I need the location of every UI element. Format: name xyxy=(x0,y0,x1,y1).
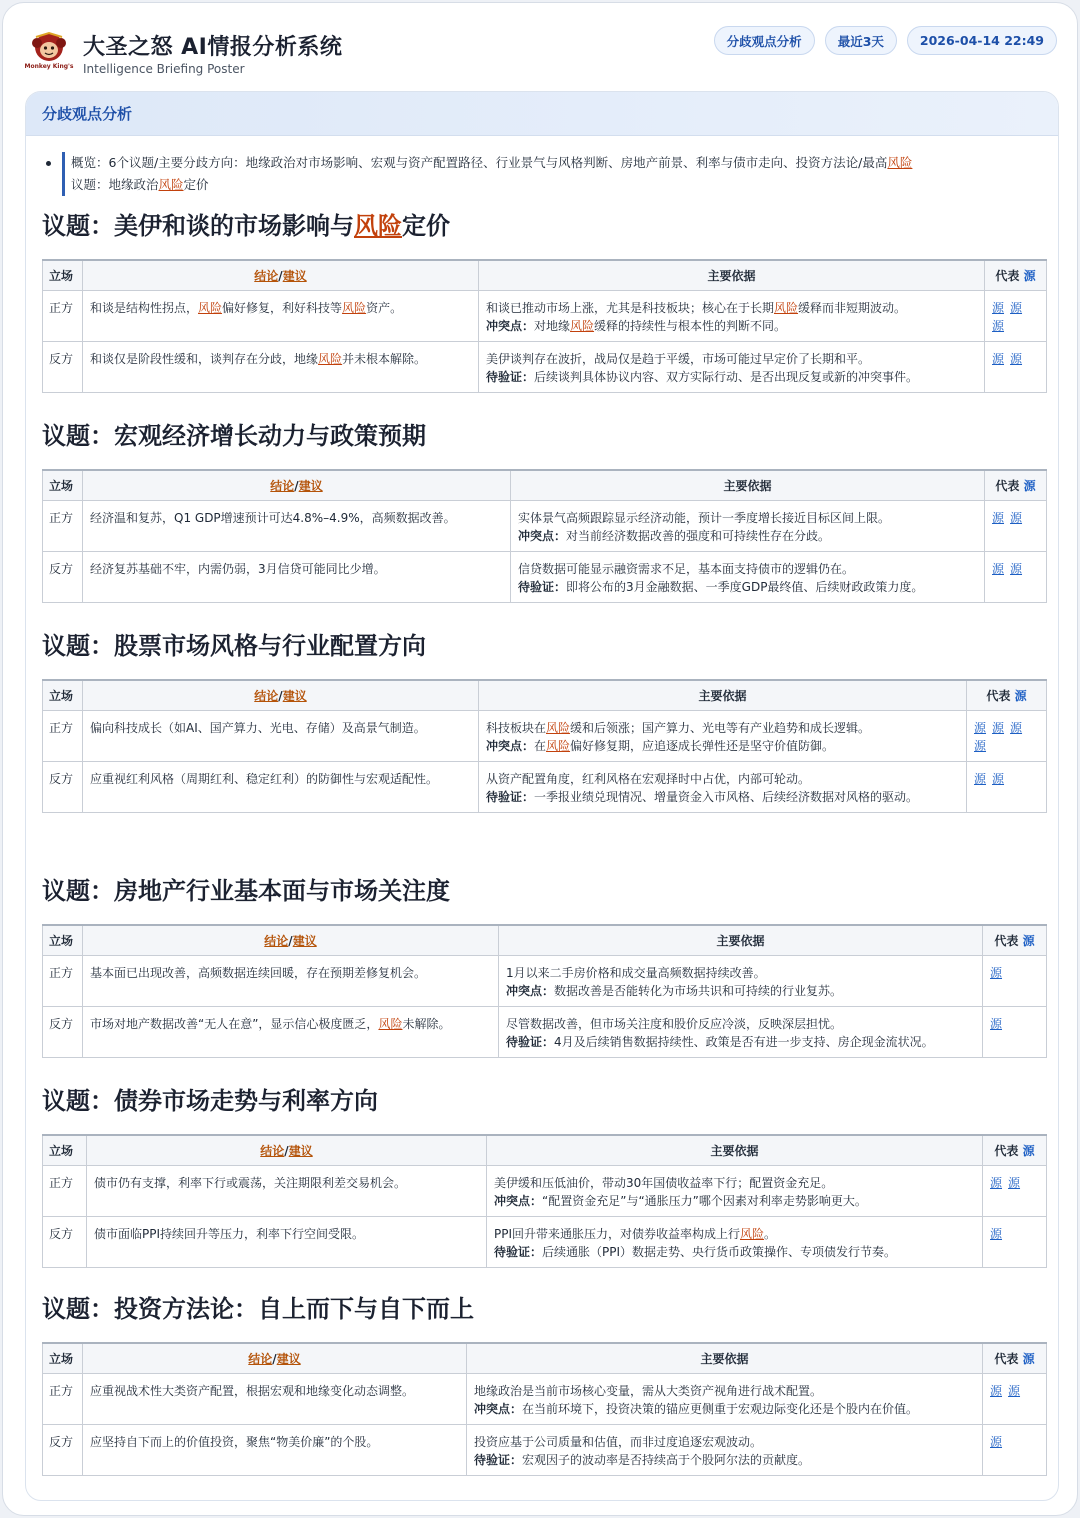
evidence-note xyxy=(486,317,977,335)
source-link[interactable]: 源 xyxy=(990,1016,1003,1031)
topic-title xyxy=(42,629,1046,663)
representative-label: 代表 xyxy=(994,1143,1023,1158)
risk-link[interactable]: 风险 xyxy=(774,300,799,315)
evidence-cell xyxy=(511,500,985,551)
table-row xyxy=(43,1165,1047,1216)
header-separator: / xyxy=(278,688,283,703)
evidence-cell xyxy=(479,710,967,761)
topic-title xyxy=(42,1084,1046,1118)
source-link[interactable]: 源 xyxy=(992,510,1005,525)
source-link[interactable]: 源 xyxy=(1010,720,1023,735)
evidence-note xyxy=(486,368,977,386)
evidence-header: 主要依据 xyxy=(487,1135,983,1165)
evidence-text: 尽管数据改善，但市场关注度和股价反应冷淡，反映深层担忧。 xyxy=(506,1016,843,1031)
header-chips xyxy=(714,26,1057,55)
evidence-note xyxy=(486,737,959,755)
stance-cell: 反方 xyxy=(43,341,83,392)
evidence-text xyxy=(474,1433,975,1451)
sources-cell xyxy=(983,1165,1047,1216)
representative-header xyxy=(985,260,1047,290)
conclusion-cell xyxy=(87,1216,487,1267)
summary-text: 定价 xyxy=(183,177,209,192)
evidence-note-text: 4月及后续销售数据持续性、政策是否有进一步支持、房企现金流状况。 xyxy=(554,1034,934,1049)
app-subtitle: Intelligence Briefing Poster xyxy=(83,62,245,76)
evidence-cell xyxy=(467,1424,983,1475)
sources-cell xyxy=(983,1373,1047,1424)
topic-title-text: 议题：宏观经济增长动力与政策预期 xyxy=(42,422,426,450)
evidence-text xyxy=(518,509,977,527)
evidence-note-text: 后续谈判具体协议内容、双方实际行动、是否出现反复或新的冲突事件。 xyxy=(534,369,919,384)
poster-frame xyxy=(2,2,1078,1516)
evidence-text: 缓释而非短期波动。 xyxy=(798,300,907,315)
table-row xyxy=(43,1373,1047,1424)
conclusion-header xyxy=(87,1135,487,1165)
table-row xyxy=(43,955,1047,1006)
table-header-row xyxy=(43,470,1047,500)
representative-label: 代表 xyxy=(995,478,1024,493)
evidence-cell xyxy=(499,1006,983,1057)
header-separator: / xyxy=(294,478,299,493)
evidence-note-label: 待验证： xyxy=(474,1452,523,1467)
summary-text: 概览：6个议题/主要分歧方向：地缘政治对市场影响、宏观与资产配置路径、行业景气与风格判断、房地产前景、利率与债市走向、投资方法论/最高 xyxy=(71,155,888,170)
table-header-row xyxy=(43,260,1047,290)
risk-link[interactable]: 风险 xyxy=(546,738,571,753)
conclusion-text: 和谈是结构性拐点， xyxy=(90,300,199,315)
conclusion-text: 债市仍有支撑，利率下行或震荡，关注期限利差交易机会。 xyxy=(94,1175,407,1190)
table-row xyxy=(43,551,1047,602)
suggestion-link[interactable]: 建议 xyxy=(282,268,307,283)
source-header-link[interactable]: 源 xyxy=(1022,1143,1035,1158)
source-header-link[interactable]: 源 xyxy=(1022,1351,1035,1366)
stance-cell: 正方 xyxy=(43,1165,87,1216)
evidence-header: 主要依据 xyxy=(511,470,985,500)
suggestion-link[interactable]: 建议 xyxy=(292,933,317,948)
evidence-text xyxy=(494,1174,975,1192)
stance-header: 立场 xyxy=(43,260,83,290)
header-separator: / xyxy=(278,268,283,283)
conclusion-text: 经济温和复苏，Q1 GDP增速预计可达4.8%–4.9%，高频数据改善。 xyxy=(90,510,456,525)
stance-header: 立场 xyxy=(43,925,83,955)
table-header-row xyxy=(43,1135,1047,1165)
analysis-card xyxy=(25,91,1059,1501)
card-title: 分歧观点分析 xyxy=(42,105,133,123)
table-row xyxy=(43,1006,1047,1057)
source-link[interactable]: 源 xyxy=(1010,510,1023,525)
sources-cell xyxy=(985,341,1047,392)
evidence-text: 。 xyxy=(764,1226,777,1241)
stance-header: 立场 xyxy=(43,470,83,500)
header-separator: / xyxy=(284,1143,289,1158)
source-link[interactable]: 源 xyxy=(974,738,987,753)
source-link[interactable]: 源 xyxy=(992,351,1005,366)
topic-title-text: 议题：美伊和谈的市场影响与 xyxy=(42,212,354,240)
header-separator: / xyxy=(272,1351,277,1366)
evidence-text: 从资产配置角度，红利风格在宏观择时中占优，内部可轮动。 xyxy=(486,771,811,786)
source-link[interactable]: 源 xyxy=(990,965,1003,980)
source-link[interactable]: 源 xyxy=(992,300,1005,315)
source-link[interactable]: 源 xyxy=(990,1226,1003,1241)
risk-link[interactable]: 风险 xyxy=(546,720,571,735)
topic-title xyxy=(42,1292,1046,1326)
evidence-note-label: 待验证： xyxy=(486,369,535,384)
conclusion-header xyxy=(83,925,499,955)
stance-cell: 正方 xyxy=(43,955,83,1006)
card-header xyxy=(26,92,1058,136)
source-link[interactable]: 源 xyxy=(1010,300,1023,315)
stance-cell: 反方 xyxy=(43,1006,83,1057)
source-link[interactable]: 源 xyxy=(974,771,987,786)
topic-title-text: 议题：股票市场风格与行业配置方向 xyxy=(42,632,426,660)
debate-table xyxy=(42,924,1047,1058)
evidence-text xyxy=(486,719,959,737)
conclusion-link[interactable]: 结论 xyxy=(270,478,295,493)
source-header-link[interactable]: 源 xyxy=(1014,688,1027,703)
evidence-text xyxy=(486,770,959,788)
representative-label: 代表 xyxy=(994,1351,1023,1366)
stance-cell: 反方 xyxy=(43,761,83,812)
table-header-row xyxy=(43,1343,1047,1373)
conclusion-link[interactable]: 结论 xyxy=(248,1351,273,1366)
risk-link[interactable]: 风险 xyxy=(887,155,913,170)
evidence-text: 实体景气高频跟踪显示经济动能，预计一季度增长接近目标区间上限。 xyxy=(518,510,891,525)
stance-header: 立场 xyxy=(43,1135,87,1165)
evidence-text: 和谈已推动市场上涨，尤其是科技板块；核心在于长期 xyxy=(486,300,775,315)
evidence-cell xyxy=(479,341,985,392)
sources-cell xyxy=(985,551,1047,602)
risk-link[interactable]: 风险 xyxy=(378,1016,403,1031)
evidence-note xyxy=(486,788,959,806)
evidence-text xyxy=(474,1382,975,1400)
evidence-note-text: 后续通胀（PPI）数据走势、央行货币政策操作、专项债发行节奏。 xyxy=(542,1244,897,1259)
topic-title xyxy=(42,419,1046,453)
topic-section xyxy=(42,1084,1046,1268)
table-header-row xyxy=(43,925,1047,955)
representative-label: 代表 xyxy=(995,268,1024,283)
topic-section xyxy=(42,629,1046,813)
evidence-cell xyxy=(487,1165,983,1216)
stance-cell: 反方 xyxy=(43,551,83,602)
risk-link[interactable]: 风险 xyxy=(318,351,343,366)
stance-cell: 正方 xyxy=(43,1373,83,1424)
risk-link[interactable]: 风险 xyxy=(198,300,223,315)
representative-header xyxy=(967,680,1047,710)
sources-cell xyxy=(983,955,1047,1006)
conclusion-cell xyxy=(83,341,479,392)
evidence-note-text: 数据改善是否能转化为市场共识和可持续的行业复苏。 xyxy=(554,983,843,998)
evidence-note-label: 冲突点： xyxy=(486,318,535,333)
evidence-note xyxy=(518,578,977,596)
evidence-note xyxy=(474,1400,975,1418)
representative-label: 代表 xyxy=(994,933,1023,948)
suggestion-link[interactable]: 建议 xyxy=(288,1143,313,1158)
conclusion-header xyxy=(83,1343,467,1373)
chip-analysis-type[interactable]: 分歧观点分析 xyxy=(714,26,815,55)
conclusion-cell xyxy=(83,761,479,812)
source-link[interactable]: 源 xyxy=(990,1434,1003,1449)
evidence-header: 主要依据 xyxy=(479,260,985,290)
stance-header: 立场 xyxy=(43,680,83,710)
stance-cell: 正方 xyxy=(43,500,83,551)
evidence-text: 地缘政治是当前市场核心变量，需从大类资产视角进行战术配置。 xyxy=(474,1383,823,1398)
conclusion-cell xyxy=(83,955,499,1006)
representative-label: 代表 xyxy=(986,688,1015,703)
evidence-note-text: 缓释的持续性与根本性的判断不同。 xyxy=(594,318,787,333)
representative-header xyxy=(985,470,1047,500)
evidence-cell xyxy=(499,955,983,1006)
sources-cell xyxy=(985,290,1047,341)
evidence-header: 主要依据 xyxy=(467,1343,983,1373)
table-row xyxy=(43,500,1047,551)
conclusion-text: 应重视战术性大类资产配置，根据宏观和地缘变化动态调整。 xyxy=(90,1383,415,1398)
evidence-note-text: 对当前经济数据改善的强度和可持续性存在分歧。 xyxy=(566,528,831,543)
evidence-text: 美伊缓和压低油价，带动30年国债收益率下行；配置资金充足。 xyxy=(494,1175,834,1190)
representative-header xyxy=(983,925,1047,955)
evidence-text: PPI回升带来通胀压力，对债券收益率构成上行 xyxy=(494,1226,741,1241)
evidence-note-label: 冲突点： xyxy=(486,738,535,753)
summary-text: 议题：地缘政治 xyxy=(71,177,159,192)
table-row xyxy=(43,1424,1047,1475)
evidence-note-label: 待验证： xyxy=(486,789,535,804)
table-row xyxy=(43,761,1047,812)
source-link[interactable]: 源 xyxy=(1010,561,1023,576)
evidence-note-text: 对地缘 xyxy=(534,318,571,333)
table-row xyxy=(43,290,1047,341)
evidence-text: 投资应基于公司质量和估值，而非过度追逐宏观波动。 xyxy=(474,1434,763,1449)
evidence-header: 主要依据 xyxy=(479,680,967,710)
topic-title xyxy=(42,209,1046,243)
evidence-note xyxy=(494,1243,975,1261)
evidence-cell xyxy=(479,290,985,341)
app-title: 大圣之怒 AI情报分析系统 xyxy=(83,35,343,60)
evidence-text: 科技板块在 xyxy=(486,720,547,735)
conclusion-cell xyxy=(87,1165,487,1216)
conclusion-header xyxy=(83,260,479,290)
chip-timestamp[interactable]: 2026-04-14 22:49 xyxy=(907,26,1057,55)
evidence-note-text: 一季报业绩兑现情况、增量资金入市风格、后续经济数据对风格的驱动。 xyxy=(534,789,919,804)
debate-table xyxy=(42,1134,1047,1268)
chip-time-range[interactable]: 最近3天 xyxy=(825,26,897,55)
evidence-note-label: 冲突点： xyxy=(518,528,567,543)
stance-header: 立场 xyxy=(43,1343,83,1373)
sources-cell xyxy=(983,1424,1047,1475)
conclusion-cell xyxy=(83,710,479,761)
conclusion-text: 应重视红利风格（周期红利、稳定红利）的防御性与宏观适配性。 xyxy=(90,771,439,786)
risk-link[interactable]: 风险 xyxy=(354,212,402,240)
topic-section xyxy=(42,874,1046,1058)
conclusion-text: 未解除。 xyxy=(402,1016,451,1031)
evidence-text xyxy=(494,1225,975,1243)
conclusion-text: 并未根本解除。 xyxy=(342,351,427,366)
source-link[interactable]: 源 xyxy=(992,318,1005,333)
stance-cell: 正方 xyxy=(43,710,83,761)
conclusion-text: 应坚持自下而上的价值投资，聚焦“物美价廉”的个股。 xyxy=(90,1434,379,1449)
representative-header xyxy=(983,1135,1047,1165)
source-link[interactable]: 源 xyxy=(974,720,987,735)
source-link[interactable]: 源 xyxy=(992,771,1005,786)
conclusion-cell xyxy=(83,1424,467,1475)
evidence-text xyxy=(486,299,977,317)
topic-title-text: 议题：投资方法论：自上而下与自下而上 xyxy=(42,1295,474,1323)
evidence-cell xyxy=(511,551,985,602)
conclusion-cell xyxy=(83,290,479,341)
conclusion-text: 偏向科技成长（如AI、国产算力、光电、存储）及高景气制造。 xyxy=(90,720,426,735)
source-link[interactable]: 源 xyxy=(992,561,1005,576)
conclusion-text: 债市面临PPI持续回升等压力，利率下行空间受限。 xyxy=(94,1226,365,1241)
evidence-note-text: 在当前环境下，投资决策的锚应更侧重于宏观边际变化还是个股内在价值。 xyxy=(522,1401,919,1416)
evidence-text xyxy=(486,350,977,368)
conclusion-text: 和谈仅是阶段性缓和，谈判存在分歧，地缘 xyxy=(90,351,319,366)
logo-text: Monkey King's xyxy=(24,63,74,70)
topic-section xyxy=(42,1292,1046,1476)
evidence-text xyxy=(518,560,977,578)
monkey-king-logo xyxy=(24,29,74,75)
risk-link[interactable]: 风险 xyxy=(158,177,184,192)
stance-cell: 正方 xyxy=(43,290,83,341)
topic-title-text: 议题：房地产行业基本面与市场关注度 xyxy=(42,877,450,905)
debate-table xyxy=(42,259,1047,393)
evidence-note xyxy=(506,1033,975,1051)
header xyxy=(3,3,1077,89)
suggestion-link[interactable]: 建议 xyxy=(282,688,307,703)
evidence-note xyxy=(518,527,977,545)
conclusion-cell xyxy=(83,551,511,602)
evidence-note-label: 待验证： xyxy=(494,1244,543,1259)
risk-link[interactable]: 风险 xyxy=(570,318,595,333)
evidence-note-text: 即将公布的3月金融数据、一季度GDP最终值、后续财政政策力度。 xyxy=(566,579,924,594)
conclusion-link[interactable]: 结论 xyxy=(254,688,279,703)
evidence-cell xyxy=(487,1216,983,1267)
evidence-note xyxy=(494,1192,975,1210)
evidence-note-label: 待验证： xyxy=(506,1034,555,1049)
evidence-text: 信贷数据可能显示融资需求不足，基本面支持债市的逻辑仍在。 xyxy=(518,561,855,576)
evidence-note-label: 待验证： xyxy=(518,579,567,594)
debate-table xyxy=(42,469,1047,603)
evidence-note-text: “配置资金充足”与“通胀压力”哪个因素对利率走势影响更大。 xyxy=(542,1193,867,1208)
source-header-link[interactable]: 源 xyxy=(1023,268,1036,283)
conclusion-header xyxy=(83,680,479,710)
evidence-cell xyxy=(467,1373,983,1424)
conclusion-text: 市场对地产数据改善“无人在意”，显示信心极度匮乏， xyxy=(90,1016,379,1031)
evidence-note-label: 冲突点： xyxy=(494,1193,543,1208)
conclusion-cell xyxy=(83,500,511,551)
conclusion-header xyxy=(83,470,511,500)
source-link[interactable]: 源 xyxy=(992,720,1005,735)
overview-summary xyxy=(62,152,1052,196)
evidence-note-text: 在 xyxy=(534,738,547,753)
table-row xyxy=(43,1216,1047,1267)
source-link[interactable]: 源 xyxy=(1010,351,1023,366)
suggestion-link[interactable]: 建议 xyxy=(298,478,323,493)
risk-link[interactable]: 风险 xyxy=(740,1226,765,1241)
topic-title-text: 定价 xyxy=(402,212,450,240)
conclusion-cell xyxy=(83,1006,499,1057)
conclusion-link[interactable]: 结论 xyxy=(254,268,279,283)
source-header-link[interactable]: 源 xyxy=(1023,478,1036,493)
evidence-note-label: 冲突点： xyxy=(506,983,555,998)
source-link[interactable]: 源 xyxy=(1008,1175,1021,1190)
evidence-header: 主要依据 xyxy=(499,925,983,955)
evidence-text: 1月以来二手房价格和成交量高频数据持续改善。 xyxy=(506,965,766,980)
header-separator: / xyxy=(288,933,293,948)
source-header-link[interactable]: 源 xyxy=(1022,933,1035,948)
conclusion-text: 偏好修复，利好科技等 xyxy=(222,300,343,315)
evidence-note-text: 偏好修复期，应追逐成长弹性还是坚守价值防御。 xyxy=(570,738,835,753)
evidence-note-label: 冲突点： xyxy=(474,1401,523,1416)
evidence-note-text: 宏观因子的波动率是否持续高于个股阿尔法的贡献度。 xyxy=(522,1452,811,1467)
conclusion-cell xyxy=(83,1373,467,1424)
conclusion-text: 基本面已出现改善，高频数据连续回暖，存在预期差修复机会。 xyxy=(90,965,427,980)
table-header-row xyxy=(43,680,1047,710)
risk-link[interactable]: 风险 xyxy=(342,300,367,315)
evidence-note xyxy=(506,982,975,1000)
conclusion-link[interactable]: 结论 xyxy=(260,1143,285,1158)
source-link[interactable]: 源 xyxy=(990,1383,1003,1398)
evidence-text xyxy=(506,1015,975,1033)
sources-cell xyxy=(983,1006,1047,1057)
sources-cell xyxy=(967,761,1047,812)
stance-cell: 反方 xyxy=(43,1424,83,1475)
summary-line-1 xyxy=(71,152,1052,174)
summary-line-2 xyxy=(71,174,1052,196)
evidence-cell xyxy=(479,761,967,812)
debate-table xyxy=(42,1342,1047,1476)
topic-section xyxy=(42,209,1046,393)
topic-section xyxy=(42,419,1046,603)
topic-title xyxy=(42,874,1046,908)
evidence-note xyxy=(474,1451,975,1469)
evidence-text: 美伊谈判存在波折，战局仅是趋于平缓，市场可能过早定价了长期和平。 xyxy=(486,351,871,366)
conclusion-text: 资产。 xyxy=(366,300,403,315)
source-link[interactable]: 源 xyxy=(990,1175,1003,1190)
suggestion-link[interactable]: 建议 xyxy=(276,1351,301,1366)
source-link[interactable]: 源 xyxy=(1008,1383,1021,1398)
table-row xyxy=(43,341,1047,392)
debate-table xyxy=(42,679,1047,813)
conclusion-link[interactable]: 结论 xyxy=(264,933,289,948)
bullet-dot xyxy=(46,161,51,166)
topic-title-text: 议题：债券市场走势与利率方向 xyxy=(42,1087,378,1115)
conclusion-text: 经济复苏基础不牢，内需仍弱，3月信贷可能同比少增。 xyxy=(90,561,386,576)
evidence-text: 缓和后领涨；国产算力、光电等有产业趋势和成长逻辑。 xyxy=(570,720,871,735)
sources-cell xyxy=(983,1216,1047,1267)
representative-header xyxy=(983,1343,1047,1373)
sources-cell xyxy=(985,500,1047,551)
stance-cell: 反方 xyxy=(43,1216,87,1267)
sources-cell xyxy=(967,710,1047,761)
table-row xyxy=(43,710,1047,761)
evidence-text xyxy=(506,964,975,982)
